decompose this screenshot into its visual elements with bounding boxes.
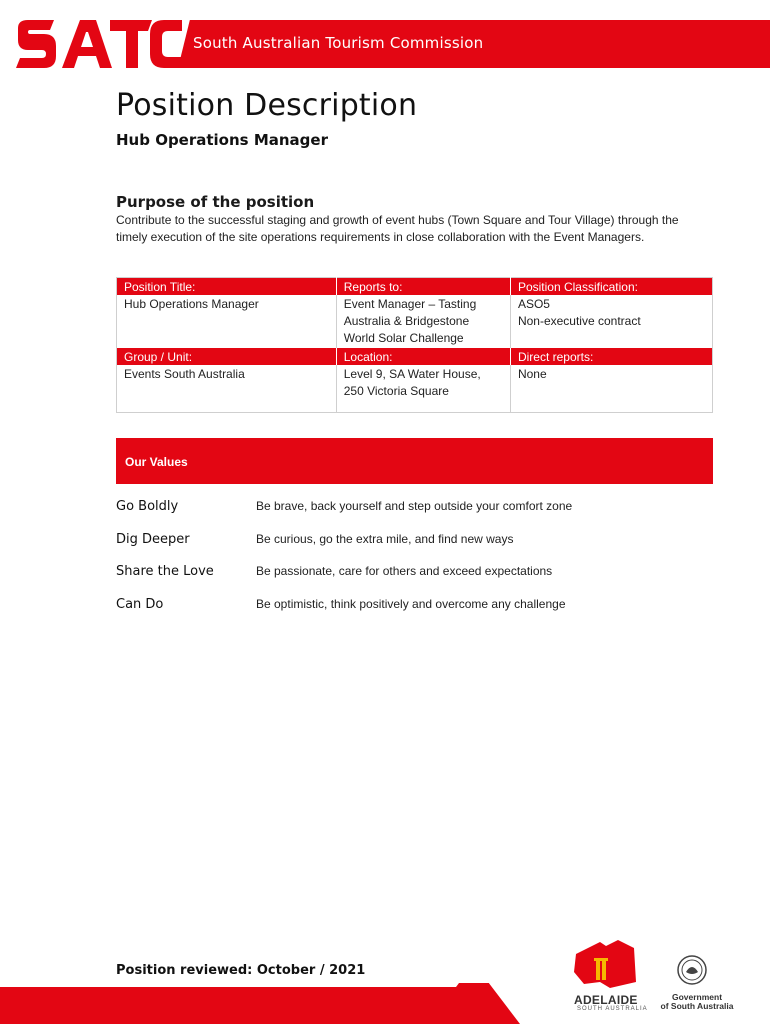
- reports-to-line: World Solar Challenge: [343, 331, 464, 345]
- classification-line: ASO5: [517, 297, 550, 311]
- adelaide-map-icon: [570, 938, 640, 992]
- government-logo-line: of South Australia: [660, 1001, 734, 1011]
- table-row: [117, 295, 713, 348]
- table-header-row: [117, 348, 713, 365]
- table-header-row: [117, 278, 713, 296]
- reports-to-value: [336, 295, 510, 348]
- value-description-can-do: Be optimistic, think positively and overcome any challenge: [256, 597, 566, 611]
- location-line: 250 Victoria Square: [343, 384, 449, 398]
- satc-logo: [14, 18, 184, 70]
- value-name-share-the-love: Share the Love: [116, 564, 214, 579]
- value-description-share-the-love: Be passionate, care for others and exceed expectations: [256, 564, 553, 578]
- header-location: Location:: [336, 348, 510, 365]
- position-reviewed: Position reviewed: October / 2021: [116, 963, 366, 978]
- classification-value: [510, 295, 712, 348]
- header-group-unit: Group / Unit:: [117, 348, 337, 365]
- header-position-title: Position Title:: [117, 278, 337, 296]
- government-logo-text: [657, 993, 737, 1011]
- reports-to-line: Australia & Bridgestone: [343, 314, 470, 328]
- header-reports-to: Reports to:: [336, 278, 510, 296]
- position-title-value: Hub Operations Manager: [124, 297, 259, 311]
- values-band: [116, 438, 713, 484]
- government-crest-icon: [676, 952, 708, 988]
- group-unit-value: Events South Australia: [124, 367, 245, 381]
- location-value: [336, 365, 510, 412]
- value-description-go-boldly: Be brave, back yourself and step outside your comfort zone: [256, 499, 573, 513]
- purpose-text: Contribute to the successful staging and growth of event hubs (Town Square and Tour Village) through the timely execution of the site operations requirements in close collaboration with the Event Managers.: [116, 213, 679, 244]
- values-heading: Our Values: [125, 455, 188, 469]
- government-logo-line: Government: [671, 992, 723, 1002]
- value-description-dig-deeper: Be curious, go the extra mile, and find new ways: [256, 532, 514, 546]
- purpose-heading: Purpose of the position: [116, 193, 315, 211]
- reports-to-line: Event Manager – Tasting: [343, 297, 477, 311]
- page-title: Position Description: [116, 88, 418, 123]
- direct-reports-value: None: [510, 365, 712, 412]
- header-position-classification: Position Classification:: [510, 278, 712, 296]
- adelaide-logo-subtext: SOUTH AUSTRALIA: [577, 1006, 648, 1012]
- org-name: South Australian Tourism Commission: [193, 34, 484, 52]
- value-name-go-boldly: Go Boldly: [116, 499, 179, 514]
- header-direct-reports: Direct reports:: [510, 348, 712, 365]
- position-info-table: [116, 277, 713, 413]
- classification-line: Non-executive contract: [517, 314, 641, 328]
- value-name-can-do: Can Do: [116, 597, 164, 612]
- location-line: Level 9, SA Water House,: [343, 367, 481, 381]
- table-row: [117, 365, 713, 412]
- footer-band: [0, 983, 520, 1024]
- page-subtitle: Hub Operations Manager: [116, 131, 328, 149]
- adelaide-logo-text: ADELAIDE: [574, 993, 638, 1007]
- value-name-dig-deeper: Dig Deeper: [116, 532, 190, 547]
